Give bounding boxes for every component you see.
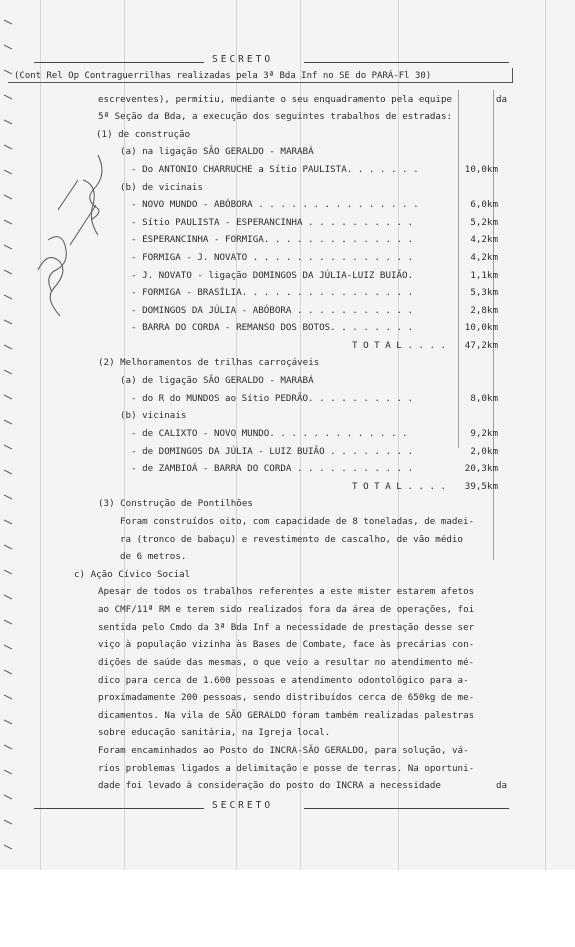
paragraph-line: dade foi levado à consideração do posto do INCRA a necessidade: [98, 780, 441, 791]
road-segment: - de ZAMBIOÁ - BARRA DO CORDA . . . . . . . . . . .: [131, 463, 414, 474]
stamp-rule-right: [304, 62, 509, 63]
text-line: 5ª Seção da Bda, a execução dos seguintes trabalhos de estradas:: [98, 111, 453, 122]
item-heading: (2) Melhoramentos de trilhas carroçáveis: [98, 357, 320, 368]
road-segment: - J. NOVATO - ligação DOMINGOS DA JÚLIA-LUIZ BUIÃO.: [131, 270, 414, 281]
paragraph-line: ao CMF/11ª RM e terem sido realizados fora da área de operações, foi: [98, 604, 475, 615]
paragraph-line: sobre educação sanitária, na Igreja local.: [98, 727, 331, 738]
road-length: 9,2km: [470, 428, 498, 439]
item-heading: (3) Construção de Pontilhões: [98, 498, 253, 509]
subitem-heading: (a) na ligação SÃO GERALDO - MARABÁ: [120, 146, 314, 157]
road-segment: - BARRA DO CORDA - REMANSO DOS BOTOS. . . . . . . .: [131, 322, 414, 333]
road-segment: - Sítio PAULISTA - ESPERANCINHA . . . . . . . . . .: [131, 217, 414, 228]
road-length: 6,0km: [470, 199, 498, 210]
scan-streak: [40, 0, 41, 870]
handwritten-signature: [28, 150, 123, 325]
road-segment: - FORMIGA - J. NOVATO . . . . . . . . . . . . . . .: [131, 252, 414, 263]
road-segment: - DOMINGOS DA JÚLIA - ABÓBORA . . . . . . . . . . .: [131, 305, 414, 316]
road-length: 4,2km: [470, 234, 498, 245]
road-length: 2,8km: [470, 305, 498, 316]
paragraph-line: de 6 metros.: [120, 551, 187, 562]
stamp-rule-left: [34, 62, 204, 63]
road-segment: - de CALIXTO - NOVO MUNDO. . . . . . . . . . . . .: [131, 428, 408, 439]
total-label: T O T A L . . . .: [352, 481, 447, 492]
stamp-rule-left: [34, 808, 204, 809]
road-length: 2,0km: [470, 446, 498, 457]
paragraph-line: Apesar de todos os trabalhos referentes a este mister estarem afetos: [98, 586, 475, 597]
paragraph-line: Foram encaminhados ao Posto do INCRA-SÃO GERALDO, para solução, vá-: [98, 745, 469, 756]
road-segment: - FORMIGA - BRASÍLIA. . . . . . . . . . . . . . . .: [131, 287, 414, 298]
classification-stamp-bottom: SECRETO: [212, 800, 274, 811]
paragraph-line: ra (tronco de babaçu) e revestimento de cascalho, de vão médio: [120, 534, 463, 545]
paragraph-line: proximadamente 200 pessoas, sendo distribuídos cerca de 650kg de me-: [98, 692, 475, 703]
scan-streak: [545, 0, 546, 870]
section-heading: c) Ação Cívico Social: [74, 569, 191, 580]
road-segment: - do R do MUNDOS ao Sítio PEDRÃO. . . . . . . . . .: [131, 393, 414, 404]
subitem-heading: (b) vicinais: [120, 410, 187, 421]
paragraph-line: dicamentos. Na vila de SÃO GERALDO foram também realizadas palestras: [98, 710, 475, 721]
item-heading: (1) de construção: [96, 129, 191, 140]
paragraph-line: viço à população vizinha às Bases de Combate, face às precárias con-: [98, 639, 475, 650]
road-length: 20,3km: [464, 463, 498, 474]
scan-margin: [0, 870, 575, 947]
total-value: 47,2km: [464, 340, 498, 351]
subitem-heading: (a) de ligação SÃO GERALDO - MARABÁ: [120, 375, 314, 386]
road-length: 10,0km: [464, 322, 498, 333]
paragraph-line: Foram construídos oito, com capacidade de 8 toneladas, de madei-: [120, 516, 475, 527]
road-segment: - ESPERANCINHA - FORMIGA. . . . . . . . . . . . . .: [131, 234, 414, 245]
road-length: 5,3km: [470, 287, 498, 298]
total-label: T O T A L . . . .: [352, 340, 447, 351]
paragraph-line: rios problemas ligados a delimitação e posse de terras. Na oportuni-: [98, 763, 475, 774]
paragraph-line: dições de saúde das mesmas, o que veio a resultar no atendimento mé-: [98, 657, 475, 668]
road-length: 10,0km: [464, 164, 498, 175]
text-line-end: da: [496, 94, 508, 105]
binding-edge-marks: [0, 0, 24, 870]
paragraph-line: dico para cerca de 1.600 pessoas e atendimento odontológico para a-: [98, 675, 469, 686]
paragraph-line: sentida pelo Cmdo da 3ª Bda Inf a necessidade de prestação desse ser: [98, 622, 475, 633]
road-length: 5,2km: [470, 217, 498, 228]
road-length: 8,0km: [470, 393, 498, 404]
text-line-end: da: [496, 780, 508, 791]
total-value: 39,5km: [464, 481, 498, 492]
subitem-heading: (b) de vicinais: [120, 182, 203, 193]
text-line: escreventes), permitiu, mediante o seu enquadramento pela equipe: [98, 94, 453, 105]
page-header: (Cont Rel Op Contraguerrilhas realizadas pela 3ª Bda Inf no SE do PARÁ-Fl 30): [14, 71, 432, 81]
road-length: 1,1km: [470, 270, 498, 281]
road-length: 4,2km: [470, 252, 498, 263]
stamp-rule-right: [304, 808, 509, 809]
road-segment: - Do ANTONIO CHARRUCHE a Sítio PAULISTA. . . . . . .: [131, 164, 419, 175]
classification-stamp-top: SECRETO: [212, 54, 274, 65]
road-segment: - de DOMINGOS DA JÚLIA - LUIZ BUIÃO . . . . . . . .: [131, 446, 414, 457]
road-segment: - NOVO MUNDO - ABÓBORA . . . . . . . . . . . . . . .: [131, 199, 419, 210]
